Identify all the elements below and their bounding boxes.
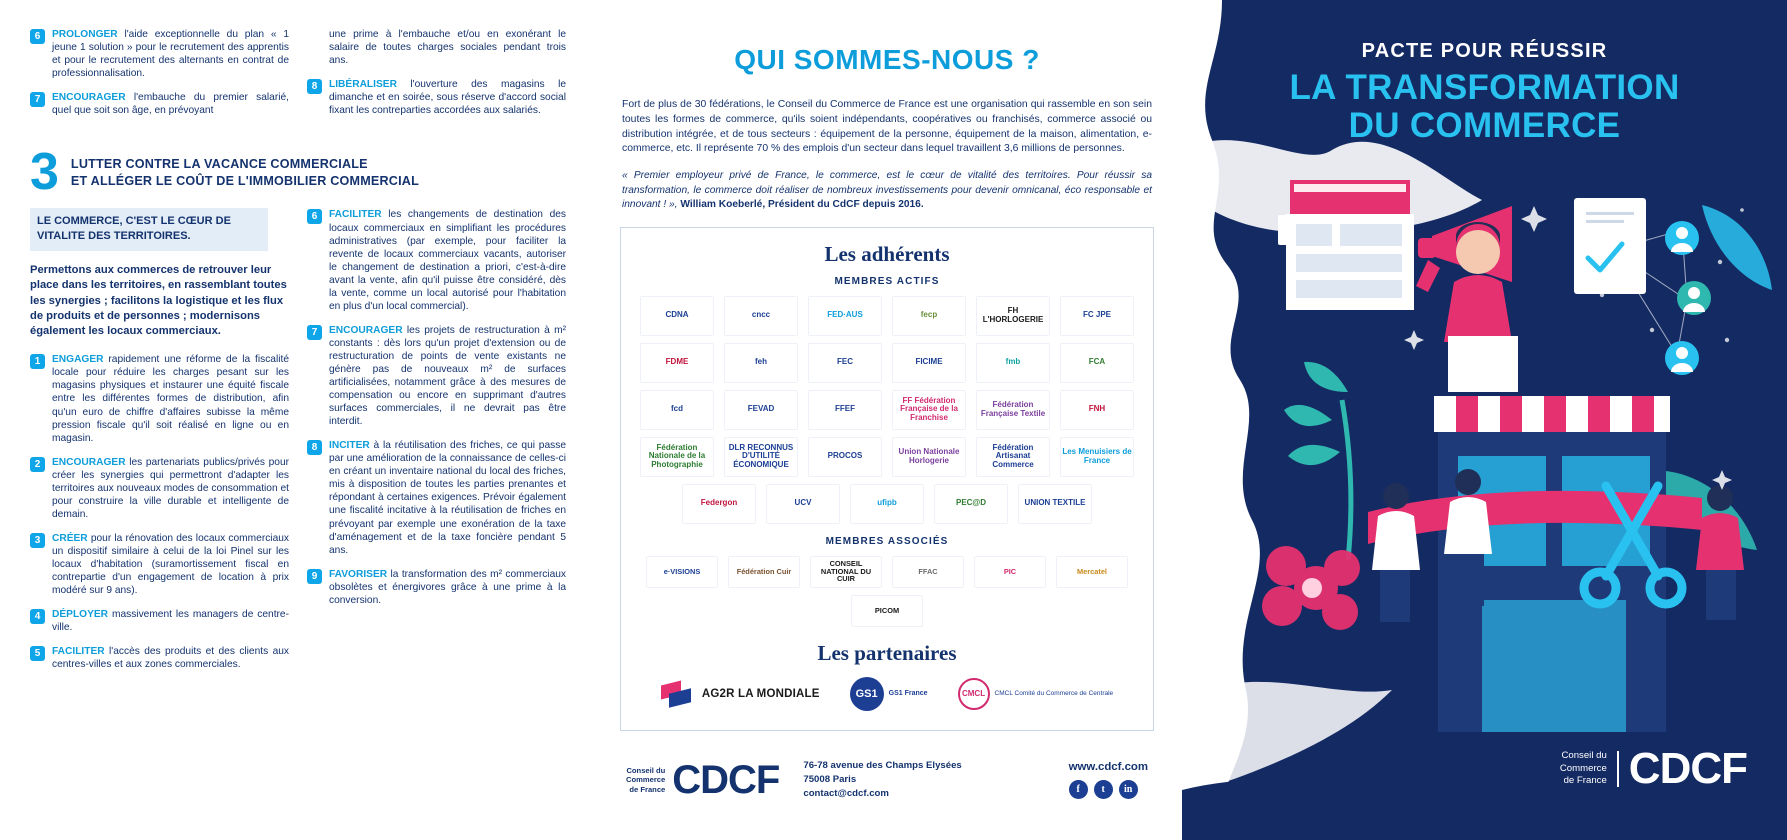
item-number: 7 xyxy=(307,325,322,340)
item-lead: CRÉER xyxy=(52,532,88,544)
address-line1: 76-78 avenue des Champs Elysées xyxy=(803,760,962,772)
item-number: 4 xyxy=(30,609,45,624)
list-item xyxy=(307,439,566,556)
item-body: massivement les managers de centre-ville. xyxy=(52,609,289,634)
web-column xyxy=(1069,761,1148,799)
cdcf-line3: de France xyxy=(629,784,666,794)
member-logo: PICOM xyxy=(851,595,923,627)
item-body: l'ouverture des magasins le dimanche et en soirée, sous réserve d'accord social fixant les contreparties accordées aux salariés. xyxy=(329,79,566,117)
member-logo: PIC xyxy=(974,556,1046,588)
item-body: pour la rénovation des locaux commerciaux un dispositif similaire à celui de la loi Pinel sur les locaux d'habitation (suramortissement fiscal en contrepartie d'un engagement de location à prix modéré sur 9 ans). xyxy=(52,532,289,597)
item-body: à la réutilisation des friches, ce qui passe par une amélioration de la connaissance de celles-ci en créant un inventaire national du local des friches, mis à disposition de toutes les parties prenantes et répondant à certaines exigences. Prévoir également une fiscalité incitative à la réutilisation de friches en prévoyant par exemple une exonération de la taxe d'aménagement et de la taxe foncière pendant 5 ans. xyxy=(329,440,566,556)
item-text xyxy=(329,324,566,428)
quote-paragraph xyxy=(622,169,1152,212)
section-title-line2: ET ALLÉGER LE COÛT DE L'IMMOBILIER COMMERCIAL xyxy=(70,174,419,189)
member-logo: Federgon xyxy=(682,484,756,524)
item-lead: ENCOURAGER xyxy=(52,456,126,468)
member-logo: FF Fédération Française de la Franchise xyxy=(892,390,966,430)
member-logo: FDME xyxy=(640,343,714,383)
partenaires-title: Les partenaires xyxy=(817,640,957,665)
member-logo: FED·AUS xyxy=(808,296,882,336)
partner-gs1 xyxy=(850,674,928,714)
lead-paragraph: Permettons aux commerces de retrouver leur place dans les territoires, en rassemblant toutes les synergies ; facilitons la logistique et les flux de produits et de personnes ; modernisons également les locaux commerciaux. xyxy=(30,264,287,338)
item-text xyxy=(329,208,566,312)
cover-title xyxy=(1182,40,1787,145)
member-logo: UNION TEXTILE xyxy=(1018,484,1092,524)
member-logo: FCA xyxy=(1060,343,1134,383)
item-lead: ENCOURAGER xyxy=(329,324,403,336)
cover-title-line1: LA TRANSFORMATION xyxy=(1289,68,1680,107)
item-lead: INCITER xyxy=(329,440,370,452)
linkedin-icon[interactable]: in xyxy=(1119,780,1138,799)
item-text xyxy=(52,608,289,634)
quote-text: « Premier employeur privé de France, le commerce, est le cœur de vitalité des territoires. Pour réussir sa transformation, le commerce doit réaliser de nombreux investissements pour devenir omnicanal, éco responsable et innovant ! », xyxy=(622,170,1152,211)
members-active-logo-grid xyxy=(635,296,1139,524)
section-title xyxy=(71,150,419,190)
partner-cmcl xyxy=(958,674,1114,714)
member-logo: CDNA xyxy=(640,296,714,336)
cover-panel xyxy=(1182,0,1787,840)
item-text xyxy=(52,353,289,444)
cover-subtitle: PACTE POUR RÉUSSIR xyxy=(1361,40,1608,62)
partner-name: CMCL Comité du Commerce de Centrale xyxy=(994,690,1114,698)
item-lead: FACILITER xyxy=(52,646,105,658)
member-logo: PEC@D xyxy=(934,484,1008,524)
member-logo: fcd xyxy=(640,390,714,430)
center-content xyxy=(592,0,1182,213)
main-two-columns xyxy=(30,208,566,682)
cdcf-line1: Conseil du xyxy=(626,765,666,775)
cdcf-logo xyxy=(626,758,779,803)
address-line2: 75008 Paris xyxy=(803,774,857,786)
cmcl-badge-icon: CMCL xyxy=(958,678,990,710)
item-text xyxy=(52,456,289,521)
main-column-right xyxy=(307,208,566,682)
member-logo: Fédération Nationale de la Photographie xyxy=(640,437,714,477)
member-logo: cncc xyxy=(724,296,798,336)
list-item xyxy=(30,353,289,444)
item-body: l'embauche du premier salarié, quel que soit son âge, en prévoyant xyxy=(52,92,289,117)
member-logo: Les Menuisiers de France xyxy=(1060,437,1134,477)
facebook-icon[interactable]: f xyxy=(1069,780,1088,799)
item-lead: FACILITER xyxy=(329,209,382,221)
member-logo: e·VISIONS xyxy=(646,556,718,588)
address-email[interactable]: contact@cdcf.com xyxy=(803,787,889,799)
member-logo: ufipb xyxy=(850,484,924,524)
cdcf-wordmark: CDCF xyxy=(672,757,780,802)
partner-name: GS1 France xyxy=(888,690,928,698)
member-logo: FICIME xyxy=(892,343,966,383)
item-number: 6 xyxy=(307,209,322,224)
item-lead: ENCOURAGER xyxy=(52,92,126,104)
cover-logo-line3: de France xyxy=(1563,775,1607,787)
contact-address xyxy=(803,759,961,801)
partners-row xyxy=(635,674,1139,714)
membres-actifs-label: MEMBRES ACTIFS xyxy=(834,275,940,287)
section-number: 3 xyxy=(30,143,59,202)
cover-logo-line1: Conseil du xyxy=(1561,750,1607,762)
item-number: 9 xyxy=(307,569,322,584)
cover-logo-line2: Commerce xyxy=(1559,762,1607,774)
intro-paragraph: Fort de plus de 30 fédérations, le Conseil du Commerce de France est une organisation qui rassemble en son sein toutes les formes de commerce, qu'ils soient indépendants, coopératives ou franchisés, commerce associé ou distribution intégrée, et de tous secteurs : équipement de la personne, équipement de la maison, alimentation, e-commerce, etc. Il représente 70 % des emplois d'un secteur dans lequel travaillent 3,6 millions de personnes. xyxy=(622,99,1152,155)
left-panel xyxy=(0,0,592,840)
list-item xyxy=(30,645,289,671)
list-item xyxy=(307,208,566,312)
member-logo: FFAC xyxy=(892,556,964,588)
member-logo: PROCOS xyxy=(808,437,882,477)
member-logo: fecp xyxy=(892,296,966,336)
item-text xyxy=(329,439,566,556)
logo-divider xyxy=(1617,751,1619,787)
page-title: QUI SOMMES-NOUS ? xyxy=(734,44,1040,75)
top-column-left xyxy=(30,28,289,128)
cdcf-line2: Commerce xyxy=(626,775,666,785)
member-logo: FEC xyxy=(808,343,882,383)
member-logo: Fédération Artisanat Commerce xyxy=(976,437,1050,477)
item-number: 2 xyxy=(30,457,45,472)
member-logo: Mercatel xyxy=(1056,556,1128,588)
item-body: l'accès des produits et des clients aux centres-villes et aux zones commerciales. xyxy=(52,646,289,671)
partner-name: AG2R LA MONDIALE xyxy=(701,687,820,700)
item-body: la transformation des m² commerciaux obsolètes et énergivores grâce à une prime à la conversion. xyxy=(329,568,566,606)
main-column-left xyxy=(30,208,289,682)
members-card xyxy=(620,227,1154,731)
item-number: 1 xyxy=(30,354,45,369)
item-lead: DÉPLOYER xyxy=(52,609,109,621)
member-logo: Fédération Cuir xyxy=(728,556,800,588)
item-lead: PROLONGER xyxy=(52,29,118,40)
top-column-right xyxy=(307,28,566,128)
list-item-continuation xyxy=(307,28,566,67)
item-text xyxy=(52,91,289,117)
quote-attribution: William Koeberlé, Président du CdCF depuis 2016. xyxy=(677,199,924,211)
item-text xyxy=(52,532,289,597)
member-logo: Union Nationale Horlogerie xyxy=(892,437,966,477)
item-number: 6 xyxy=(30,29,45,44)
partner-ag2r xyxy=(661,674,820,714)
item-body: l'aide exceptionnelle du plan « 1 jeune 1 solution » pour le recrutement des apprentis et pour le recrutement des alternants en contrat de professionnalisation. xyxy=(52,29,289,80)
item-text xyxy=(52,645,289,671)
list-item xyxy=(30,91,289,117)
section-title-line1: LUTTER CONTRE LA VACANCE COMMERCIALE xyxy=(70,157,368,172)
member-logo: UCV xyxy=(766,484,840,524)
item-body: les partenariats publics/privés pour créer les synergies qui permettront d'adapter les territoires aux nouveaux modes de consommation et pour construire la ville durable et intelligente de demain. xyxy=(52,456,289,520)
item-number: 7 xyxy=(30,92,45,107)
center-panel xyxy=(592,0,1182,840)
gs1-badge-icon: GS1 xyxy=(850,677,884,711)
member-logo: Fédération Française Textile xyxy=(976,390,1050,430)
twitter-icon[interactable]: t xyxy=(1094,780,1113,799)
list-item xyxy=(307,324,566,428)
item-lead: FAVORISER xyxy=(329,568,388,580)
member-logo: fmb xyxy=(976,343,1050,383)
item-text xyxy=(329,78,566,117)
item-number: 8 xyxy=(307,440,322,455)
item-lead: ENGAGER xyxy=(52,354,104,366)
item-number: 3 xyxy=(30,533,45,548)
list-item xyxy=(307,78,566,117)
member-logo: DLR RECONNUS D'UTILITÉ ÉCONOMIQUE xyxy=(724,437,798,477)
item-body: les changements de destination des locaux commerciaux en simplifiant les procédures administratives (par exemple, pour faciliter la revente de locaux commerciaux vacants, autoriser le changement de destination a priori, c'est-à-dire avant la vente, afin qu'il puisse être considéré, dès la vente, comme un local autorisé pour l'habitation en plus d'un local commercial). xyxy=(329,209,566,312)
social-links xyxy=(1069,780,1148,799)
section-heading xyxy=(30,143,566,202)
list-item xyxy=(30,28,289,80)
website-link[interactable]: www.cdcf.com xyxy=(1068,761,1148,773)
center-footer xyxy=(592,720,1182,840)
member-logo: feh xyxy=(724,343,798,383)
cover-logo-subtext xyxy=(1560,750,1607,787)
members-associated-logo-grid xyxy=(635,556,1139,627)
member-logo: FEVAD xyxy=(724,390,798,430)
item-text: une prime à l'embauche et/ou en exonérant le salaire de toutes charges sociales pendant trois ans. xyxy=(329,29,566,67)
member-logo: FNH xyxy=(1060,390,1134,430)
item-body: rapidement une réforme de la fiscalité locale pour réduire les charges pesant sur les magasins physiques et instaurer une équité fiscale entre les différentes formes de distribution, afin qu'un euro de chiffre d'affaires subisse la même pression fiscale qu'il soit réalisé en ligne ou en magasin. xyxy=(52,354,289,444)
item-number: 8 xyxy=(307,79,322,94)
member-logo: FH L'HORLOGERIE xyxy=(976,296,1050,336)
item-body: les projets de restructuration à m² constants : dès lors qu'un projet d'extension ou de restructuration de points de vente existants ne génère pas de nouveaux m² de surfaces artificialisées, notamment grâce à des mesures de compensation ou encore en supprimant d'autres surfaces commerciales, il ne devrait pas être interdit. xyxy=(329,324,566,428)
cdcf-logo-subtext xyxy=(626,766,665,794)
list-item xyxy=(30,532,289,597)
member-logo: FFEF xyxy=(808,390,882,430)
cover-title-line2: DU COMMERCE xyxy=(1348,105,1621,145)
cover-wordmark: CDCF xyxy=(1628,744,1747,793)
list-item xyxy=(30,608,289,634)
item-number: 5 xyxy=(30,646,45,661)
membres-associes-label: MEMBRES ASSOCIÉS xyxy=(825,535,949,547)
ag2r-mark-icon xyxy=(661,679,695,709)
member-logo: FC JPE xyxy=(1060,296,1134,336)
cover-title-main xyxy=(1182,69,1787,145)
cover-logo xyxy=(1560,744,1747,794)
member-logo: CONSEIL NATIONAL DU CUIR xyxy=(810,556,882,588)
list-item xyxy=(30,456,289,521)
adherents-title: Les adhérents xyxy=(824,241,950,266)
item-lead: LIBÉRALISER xyxy=(329,79,397,91)
highlight-callout: LE COMMERCE, C'EST LE CŒUR DE VITALITE DES TERRITOIRES. xyxy=(30,208,268,251)
item-text xyxy=(329,568,566,607)
top-two-columns xyxy=(30,28,566,128)
item-text xyxy=(52,28,289,80)
list-item xyxy=(307,568,566,607)
